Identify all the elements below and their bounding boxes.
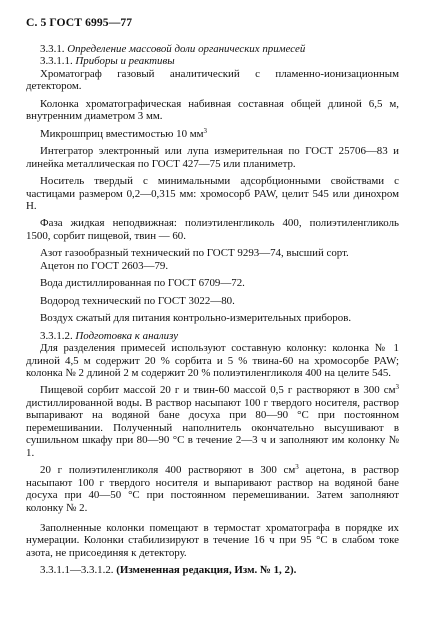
superscript: 3 [203,126,208,135]
paragraph-peg [26,464,399,514]
page-header: С. 5 ГОСТ 6995—77 [26,16,133,29]
section-heading [26,43,399,55]
paragraph-integrator: Интегратор электронный или лупа измерительная по ГОСТ 25706—83 и линейка металлическая по ГОСТ 427—75 или планиметр. [26,145,399,170]
amendment-note: (Измененная редакция, Изм. № 1, 2). [116,564,297,577]
paragraph-chromatograph: Хроматограф газовый аналитический с пламенно-ионизационным детектором. [26,67,399,93]
paragraph-air: Воздух сжатый для питания контрольно-измерительных приборов. [40,312,352,325]
paragraph-liquid-phase: Фаза жидкая неподвижная: полиэтиленгликоль 400, полиэтиленгликоль 1500, сорбит пищевой, твин — 60. [26,217,399,242]
paragraph-nitrogen: Азот газообразный технический по ГОСТ 9293—74, высший сорт. [40,247,349,260]
paragraph-amendment [26,564,399,576]
subsection-heading [26,55,399,67]
paragraph-microsyringe [26,128,399,140]
paragraph-acetone: Ацетон по ГОСТ 2603—79. [40,259,169,272]
superscript: 3 [395,383,399,392]
paragraph-sorbitol [26,384,399,459]
microsyringe-text: Микрошприц вместимостью 10 мм [40,127,204,140]
subsection-title: Подготовка к анализу [75,329,179,342]
peg-text-b: ацетона, в раствор насыпают 100 г твердого носителя и выпаривают раствор на водяной бане досуха при 40—50 °С при постоянном перемешивании. Затем заполняют колонку № 2. [26,464,399,514]
paragraph-water: Вода дистиллированная по ГОСТ 6709—72. [40,277,245,290]
subsection-title: Приборы и реактивы [75,55,175,68]
sorbitol-text-b: дистиллированной воды. В раствор насыпают 100 г твердого носителя, раствор выпаривают на водяной бане досуха при 80—90 °С при постоянном перемешивании. Полученный наполнитель окончательно высушивают в сушильном шкафу при 80—90 °С в течение 2—3 ч и заполняют им колонку № 1. [26,396,399,459]
subsection-number: 3.3.1.1. [40,55,73,68]
paragraph-preparation: Для разделения примесей используют составную колонку: колонка № 1 длиной 4,5 м содержит 20 % сорбита и 5 % твина-60 на хромосорбе PAW; колонка № 2 длиной 2 м содержит 20 % полиэтиленгликоля 400 на целите 545. [26,342,399,379]
paragraph-hydrogen: Водород технический по ГОСТ 3022—80. [40,294,235,307]
subsection-number: 3.3.1.2. [40,329,73,342]
subsection-heading-2 [26,330,399,342]
superscript: 3 [295,463,299,472]
sorbitol-text-a: Пищевой сорбит массой 20 г и твин-60 массой 0,5 г растворяют в 300 см [40,384,396,397]
paragraph-column: Колонка хроматографическая набивная составная общей длиной 6,5 м, внутренним диаметром 3 мм. [26,97,399,123]
section-number: 3.3.1. [40,43,65,55]
paragraph-carrier: Носитель твердый с минимальными адсорбционными свойствами с частицами размером 0,2—0,315 мм: хромосорб PAW, целит 545 или динохром Н. [26,175,399,212]
paragraph-filled-columns: Заполненные колонки помещают в термостат хроматографа в порядке их нумерации. Колонки стабилизируют в течение 16 ч при 95 °С в слабом токе азота, не присоединяя к детектору. [26,521,399,559]
amendment-range: 3.3.1.1—3.3.1.2. [40,564,117,577]
peg-text-a: 20 г полиэтиленгликоля 400 растворяют в 300 см [40,464,296,477]
section-title: Определение массовой доли органических примесей [67,43,306,55]
